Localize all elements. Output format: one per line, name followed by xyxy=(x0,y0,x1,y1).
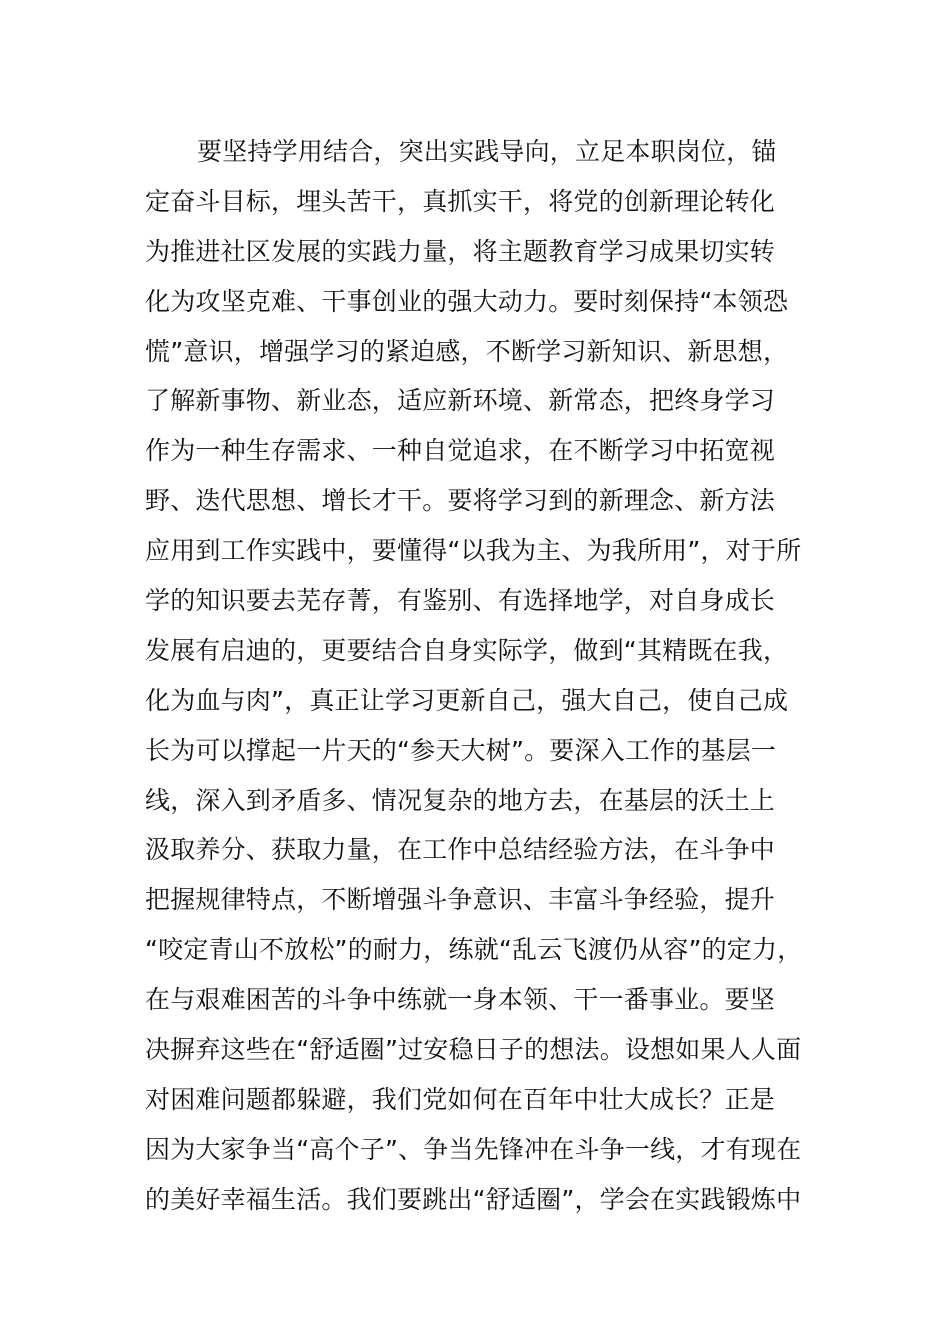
paragraph-line: 把握规律特点，不断增强斗争意识、丰富斗争经验，提升 xyxy=(145,885,776,915)
paragraph-line: 应用到工作实践中，要懂得“以我为主、为我所用”，对于所 xyxy=(145,536,802,566)
paragraph-line: 线，深入到矛盾多、情况复杂的地方去，在基层的沃土上 xyxy=(145,785,776,815)
paragraph-line: 要坚持学用结合，突出实践导向，立足本职岗位，锚 xyxy=(197,137,777,166)
paragraph-line: 为推进社区发展的实践力量，将主题教育学习成果切实转 xyxy=(145,236,776,266)
paragraph-line: 化为血与肉”，真正让学习更新自己，强大自己，使自己成 xyxy=(145,685,789,715)
paragraph-line: 作为一种生存需求、一种自觉追求，在不断学习中拓宽视 xyxy=(145,436,776,466)
paragraph-line: 定奋斗目标，埋头苦干，真抓实干，将党的创新理论转化 xyxy=(145,186,776,216)
paragraph-line: 慌”意识，增强学习的紧迫感，不断学习新知识、新思想， xyxy=(145,336,789,366)
paragraph-line: 化为攻坚克难、干事创业的强大动力。要时刻保持“本领恐 xyxy=(145,286,789,316)
paragraph-line: “咬定青山不放松”的耐力，练就“乱云飞渡仍从容”的定力， xyxy=(145,935,803,965)
paragraph-line: 发展有启迪的，更要结合自身实际学，做到“其精既在我， xyxy=(145,635,789,665)
paragraph-line: 的美好幸福生活。我们要跳出“舒适圈”，学会在实践锻炼中 xyxy=(145,1184,802,1214)
paragraph-line: 野、迭代思想、增长才干。要将学习到的新理念、新方法 xyxy=(145,486,776,516)
paragraph-line: 学的知识要去芜存菁，有鉴别、有选择地学，对自身成长 xyxy=(145,586,776,616)
paragraph-line: 汲取养分、获取力量，在工作中总结经验方法，在斗争中 xyxy=(145,835,776,865)
paragraph-line: 长为可以撑起一片天的“参天大树”。要深入工作的基层一 xyxy=(145,735,777,765)
paragraph-line: 在与艰难困苦的斗争中练就一身本领、干一番事业。要坚 xyxy=(145,985,776,1015)
paragraph-line: 对困难问题都躲避，我们党如何在百年中壮大成长？正是 xyxy=(145,1084,776,1114)
paragraph-line: 决摒弃这些在“舒适圈”过安稳日子的想法。设想如果人人面 xyxy=(145,1035,802,1065)
paragraph-line: 了解新事物、新业态，适应新环境、新常态，把终身学习 xyxy=(145,386,776,416)
body-paragraph xyxy=(145,127,810,1225)
paragraph-line: 因为大家争当“高个子”、争当先锋冲在斗争一线，才有现在 xyxy=(145,1134,802,1164)
